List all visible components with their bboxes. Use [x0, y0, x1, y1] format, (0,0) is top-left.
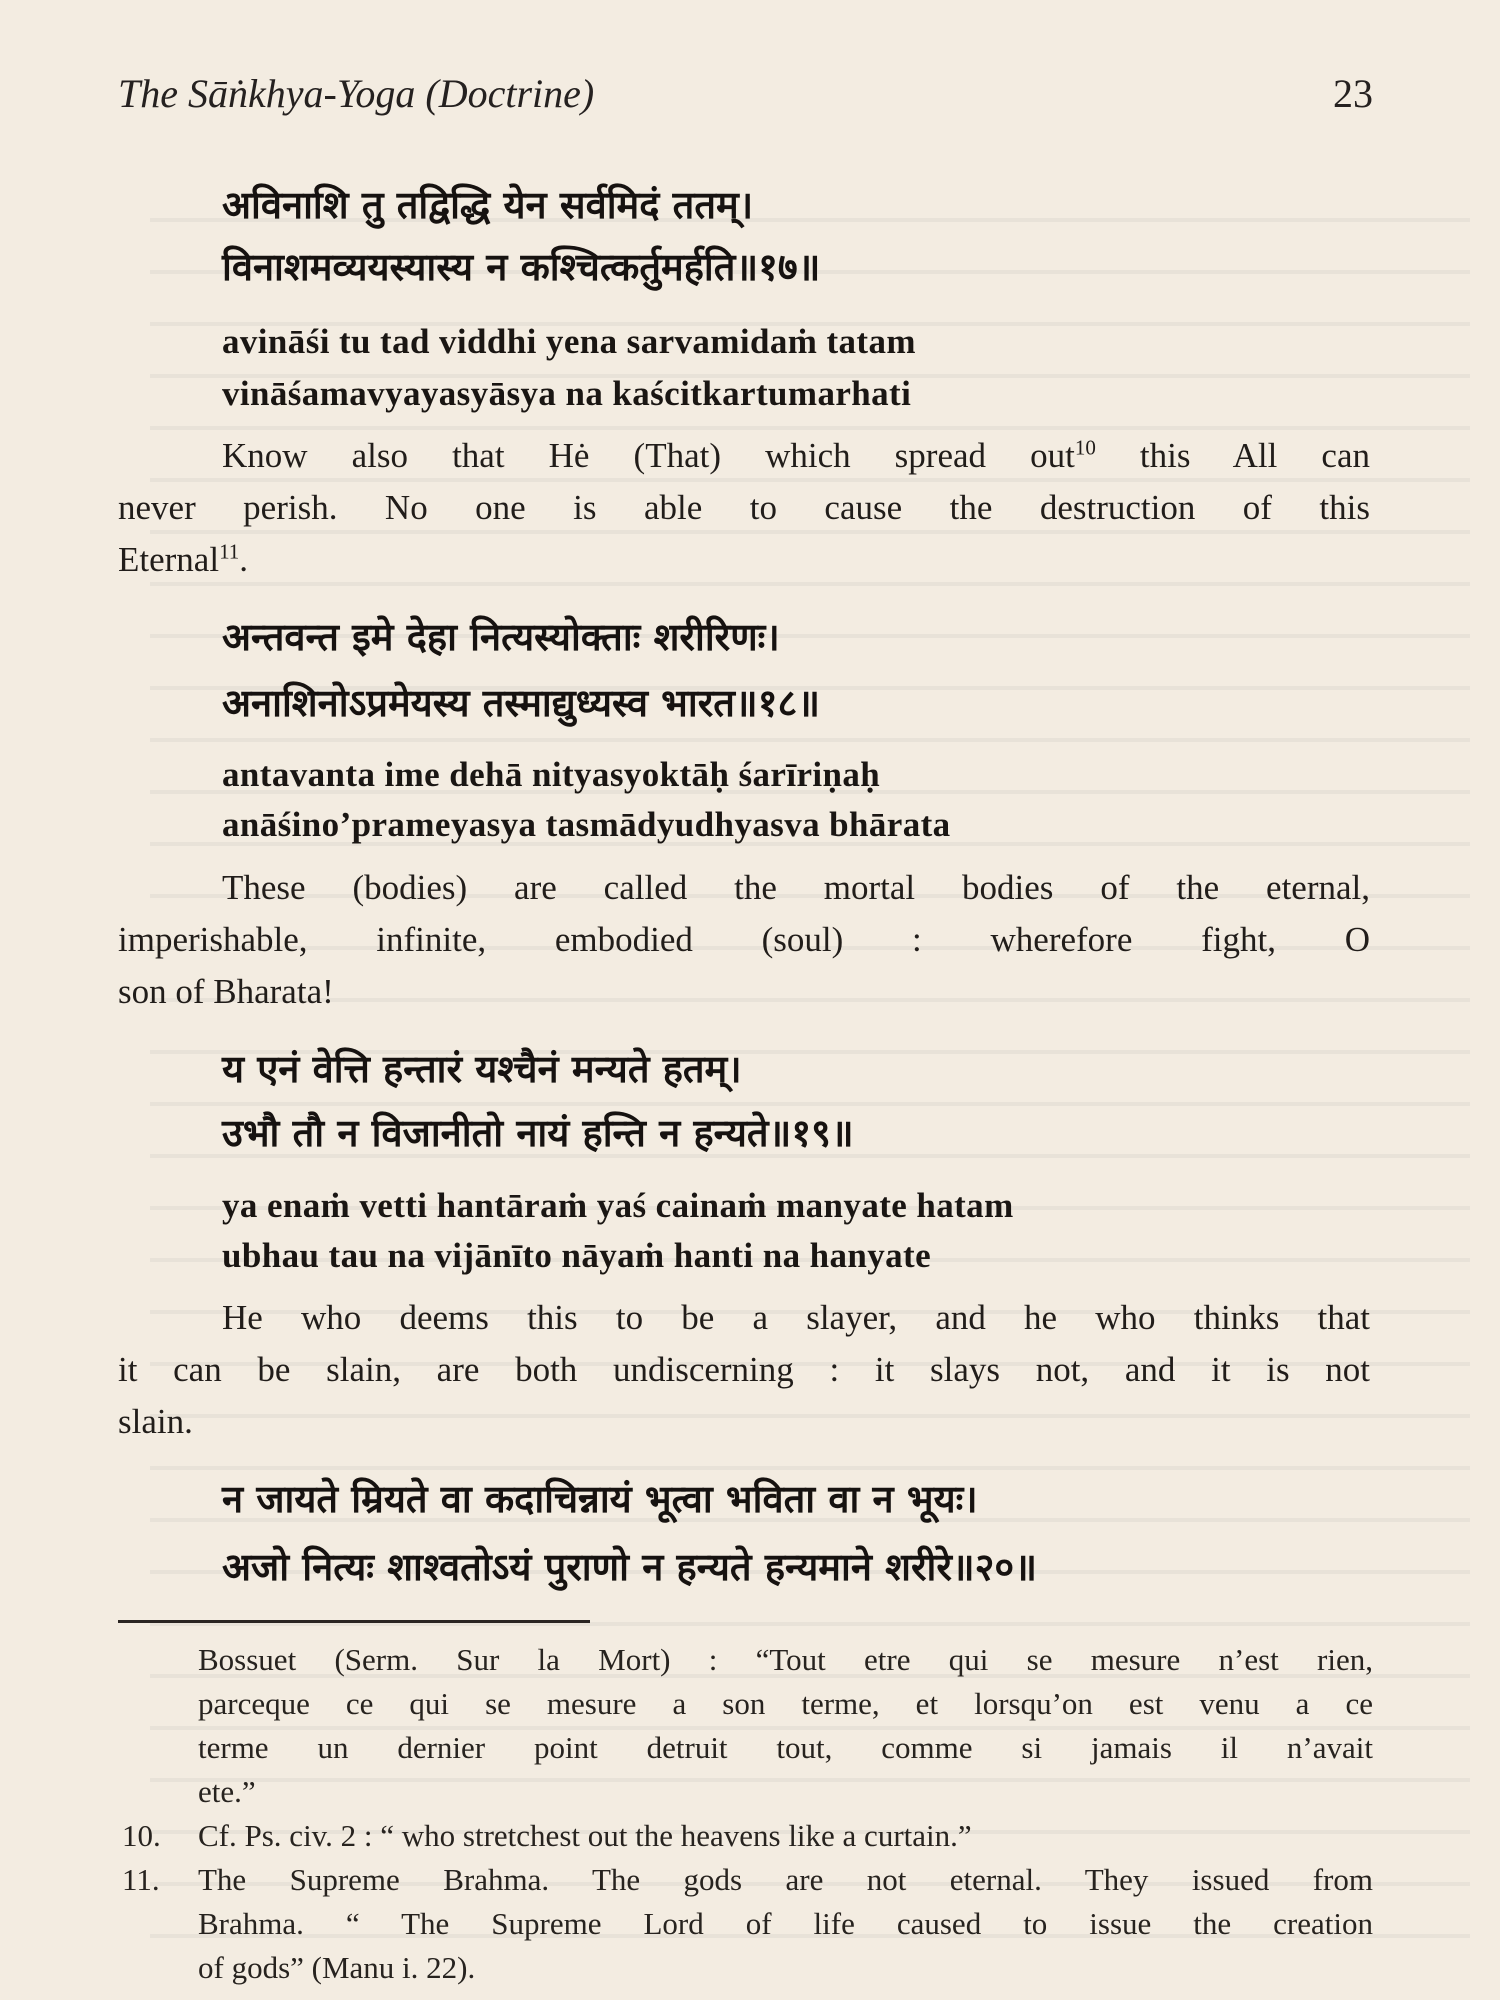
verse-17-translation-line-2: never perish. No one is able to cause the destruction of this [118, 488, 1370, 527]
translation-text: this All can [1095, 436, 1370, 475]
footnote-10-number: 10. [122, 1818, 161, 1853]
translation-text: Know also that Hė (That) which spread out [222, 436, 1075, 475]
verse-18-transliteration-line-1: antavanta ime dehā nityasyoktāḥ śarīriṇaḥ [222, 755, 881, 794]
footnote-ref-11: 11 [219, 539, 240, 564]
footnote-ref-10: 10 [1074, 435, 1096, 460]
page-number: 23 [1333, 71, 1373, 116]
verse-19-transliteration-line-1: ya enaṁ vetti hantāraṁ yaś cainaṁ manyate hatam [222, 1186, 1014, 1225]
translation-text: Eternal [118, 540, 220, 579]
verse-17-translation-line-3 [118, 540, 248, 580]
verse-18-translation-line-1: These (bodies) are called the mortal bodies of the eternal, [222, 868, 1370, 907]
footnote-11-line-2: Brahma. “ The Supreme Lord of life caused to issue the creation [198, 1906, 1373, 1941]
verse-19-translation-line-3: slain. [118, 1402, 193, 1441]
running-title: The Sāṅkhya-Yoga (Doctrine) [118, 71, 595, 116]
verse-17-sanskrit-line-2: विनाशमव्ययस्यास्य न कश्चित्कर्तुमर्हति॥१७॥ [222, 245, 821, 289]
page-header [118, 70, 1373, 130]
footnote-continued-line-4: ete.” [198, 1774, 256, 1809]
footnote-continued-line-3: terme un dernier point detruit tout, comme si jamais il n’avait [198, 1730, 1373, 1765]
verse-18-translation-line-2: imperishable, infinite, embodied (soul) : wherefore fight, O [118, 920, 1370, 959]
verse-18-translation-line-3: son of Bharata! [118, 972, 334, 1011]
footnote-separator-rule [118, 1620, 590, 1623]
verse-18-transliteration-line-2: anāśino’prameyasya tasmādyudhyasva bhārata [222, 805, 951, 844]
footnote-11-line-1: The Supreme Brahma. The gods are not eternal. They issued from [198, 1862, 1373, 1897]
verse-19-sanskrit-line-2: उभौ तौ न विजानीतो नायं हन्ति न हन्यते॥१९॥ [222, 1111, 854, 1155]
footnote-continued-line-2: parceque ce qui se mesure a son terme, et lorsqu’on est venu a ce [198, 1686, 1373, 1721]
verse-18-sanskrit-line-2: अनाशिनोऽप्रमेयस्य तस्माद्युध्यस्व भारत॥१८॥ [222, 681, 820, 725]
footnote-continued-line-1: Bossuet (Serm. Sur la Mort) : “Tout etre qui se mesure n’est rien, [198, 1642, 1373, 1677]
footnote-10-text: Cf. Ps. civ. 2 : “ who stretchest out the heavens like a curtain.” [198, 1818, 972, 1853]
translation-text: . [239, 540, 249, 579]
verse-17-sanskrit-line-1: अविनाशि तु तद्विद्धि येन सर्वमिदं ततम्। [222, 183, 754, 227]
verse-18-sanskrit-line-1: अन्तवन्त इमे देहा नित्यस्योक्ताः शरीरिणः। [222, 615, 780, 659]
verse-19-translation-line-1: He who deems this to be a slayer, and he who thinks that [222, 1298, 1370, 1337]
verse-19-transliteration-line-2: ubhau tau na vijānīto nāyaṁ hanti na hanyate [222, 1236, 932, 1275]
verse-19-sanskrit-line-1: य एनं वेत्ति हन्तारं यश्चैनं मन्यते हतम्। [222, 1047, 742, 1091]
footnote-11-line-3: of gods” (Manu i. 22). [198, 1950, 476, 1985]
verse-20-sanskrit-line-1: न जायते म्रियते वा कदाचिन्नायं भूत्वा भविता वा न भूयः। [222, 1477, 978, 1521]
verse-17-transliteration-line-2: vināśamavyayasyāsya na kaścitkartumarhati [222, 374, 912, 413]
verse-20-sanskrit-line-2: अजो नित्यः शाश्वतोऽयं पुराणो न हन्यते हन्यमाने शरीरे॥२०॥ [222, 1545, 1037, 1589]
verse-17-transliteration-line-1: avināśi tu tad viddhi yena sarvamidaṁ tatam [222, 322, 916, 361]
verse-19-translation-line-2: it can be slain, are both undiscerning : it slays not, and it is not [118, 1350, 1370, 1389]
verse-17-translation-line-1 [222, 436, 1370, 476]
footnote-11-number: 11. [122, 1862, 160, 1897]
